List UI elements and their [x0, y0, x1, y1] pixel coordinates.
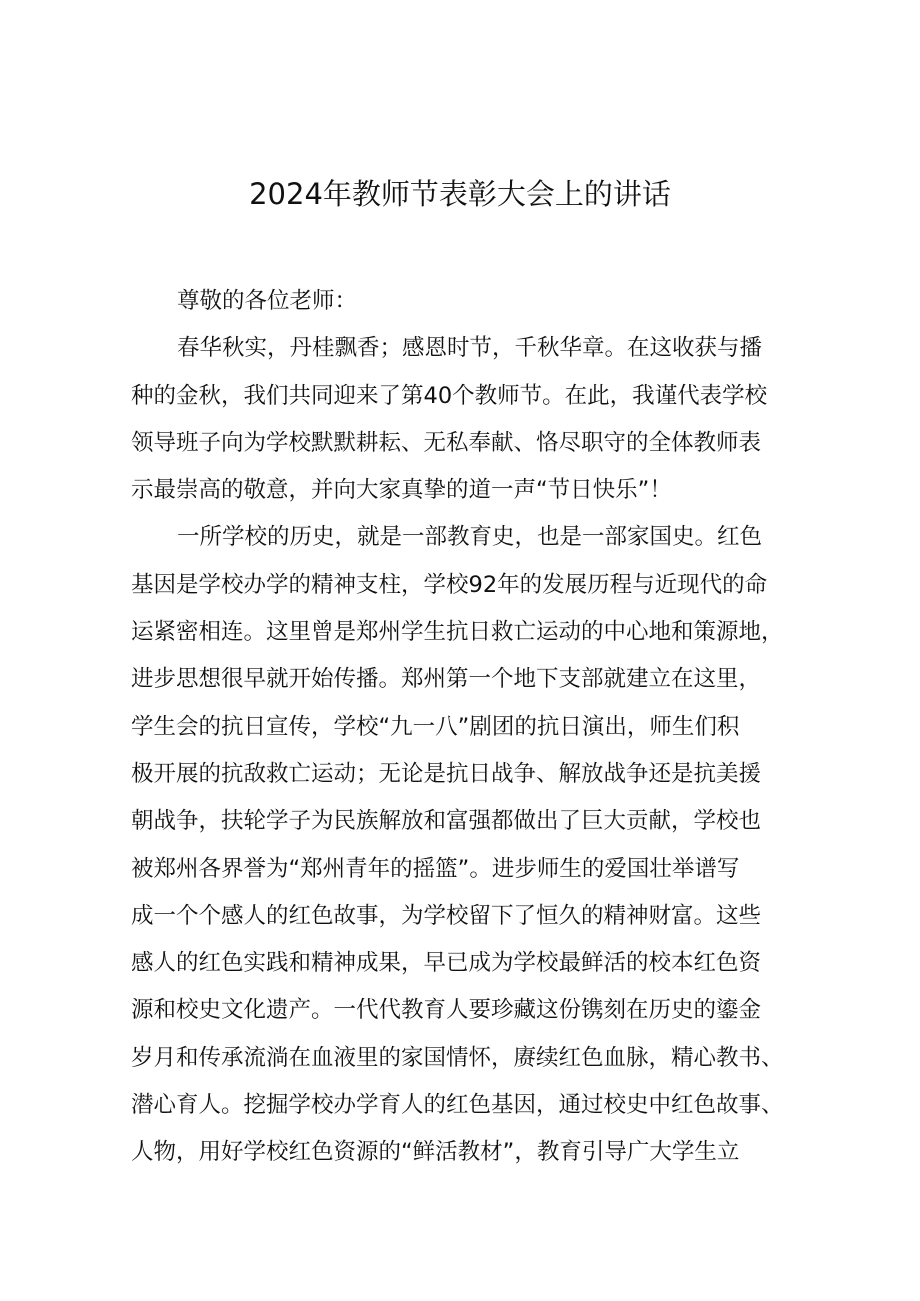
- salutation: 尊敬的各位老师：: [177, 288, 358, 314]
- document-title: 2024年教师节表彰大会上的讲话: [249, 177, 671, 211]
- paragraph-line: 进步思想很早就开始传播。郑州第一个地下支部就建立在这里，: [131, 666, 762, 693]
- paragraph-line: 感人的红色实践和精神成果，早已成为学校最鲜活的校本红色资: [131, 950, 762, 977]
- paragraph-line: 种的金秋，我们共同迎来了第40个教师节。在此，我谨代表学校: [131, 382, 768, 409]
- paragraph-line: 春华秋实，丹桂飘香；感恩时节，千秋华章。在这收获与播: [177, 335, 763, 362]
- document-body: [131, 278, 799, 1177]
- paragraph-line: 被郑州各界誉为“郑州青年的摇篮”。进步师生的爱国壮举谱写: [131, 855, 740, 882]
- paragraph-line: 示最崇高的敬意，并向大家真挚的道一声“节日快乐”！: [131, 477, 672, 504]
- paragraph-line: 朝战争，扶轮学子为民族解放和富强都做出了巨大贡献，学校也: [131, 808, 762, 835]
- paragraph-line: 源和校史文化遗产。一代代教育人要珍藏这份镌刻在历史的鎏金: [131, 997, 762, 1024]
- paragraph-line: 极开展的抗敌救亡运动；无论是抗日战争、解放战争还是抗美援: [131, 760, 762, 787]
- paragraph-line: 学生会的抗日宣传，学校“九一八”剧团的抗日演出，师生们积: [131, 713, 740, 740]
- paragraph-line: 人物，用好学校红色资源的“鲜活教材”，教育引导广大学生立: [131, 1139, 740, 1166]
- paragraph-line: 基因是学校办学的精神支柱，学校92年的发展历程与近现代的命: [131, 571, 768, 598]
- paragraph-line: 领导班子向为学校默默耕耘、无私奉献、恪尽职守的全体教师表: [131, 429, 762, 456]
- paragraph-line: 运紧密相连。这里曾是郑州学生抗日救亡运动的中心地和策源地，: [131, 619, 784, 646]
- paragraph-line: 成一个个感人的红色故事，为学校留下了恒久的精神财富。这些: [131, 902, 762, 929]
- paragraph-line: 岁月和传承流淌在血液里的家国情怀，赓续红色血脉，精心教书、: [131, 1044, 784, 1071]
- paragraph-line: 潜心育人。挖掘学校办学育人的红色基因，通过校史中红色故事、: [131, 1092, 784, 1119]
- paragraph-line: 一所学校的历史，就是一部教育史，也是一部家国史。红色: [177, 524, 763, 551]
